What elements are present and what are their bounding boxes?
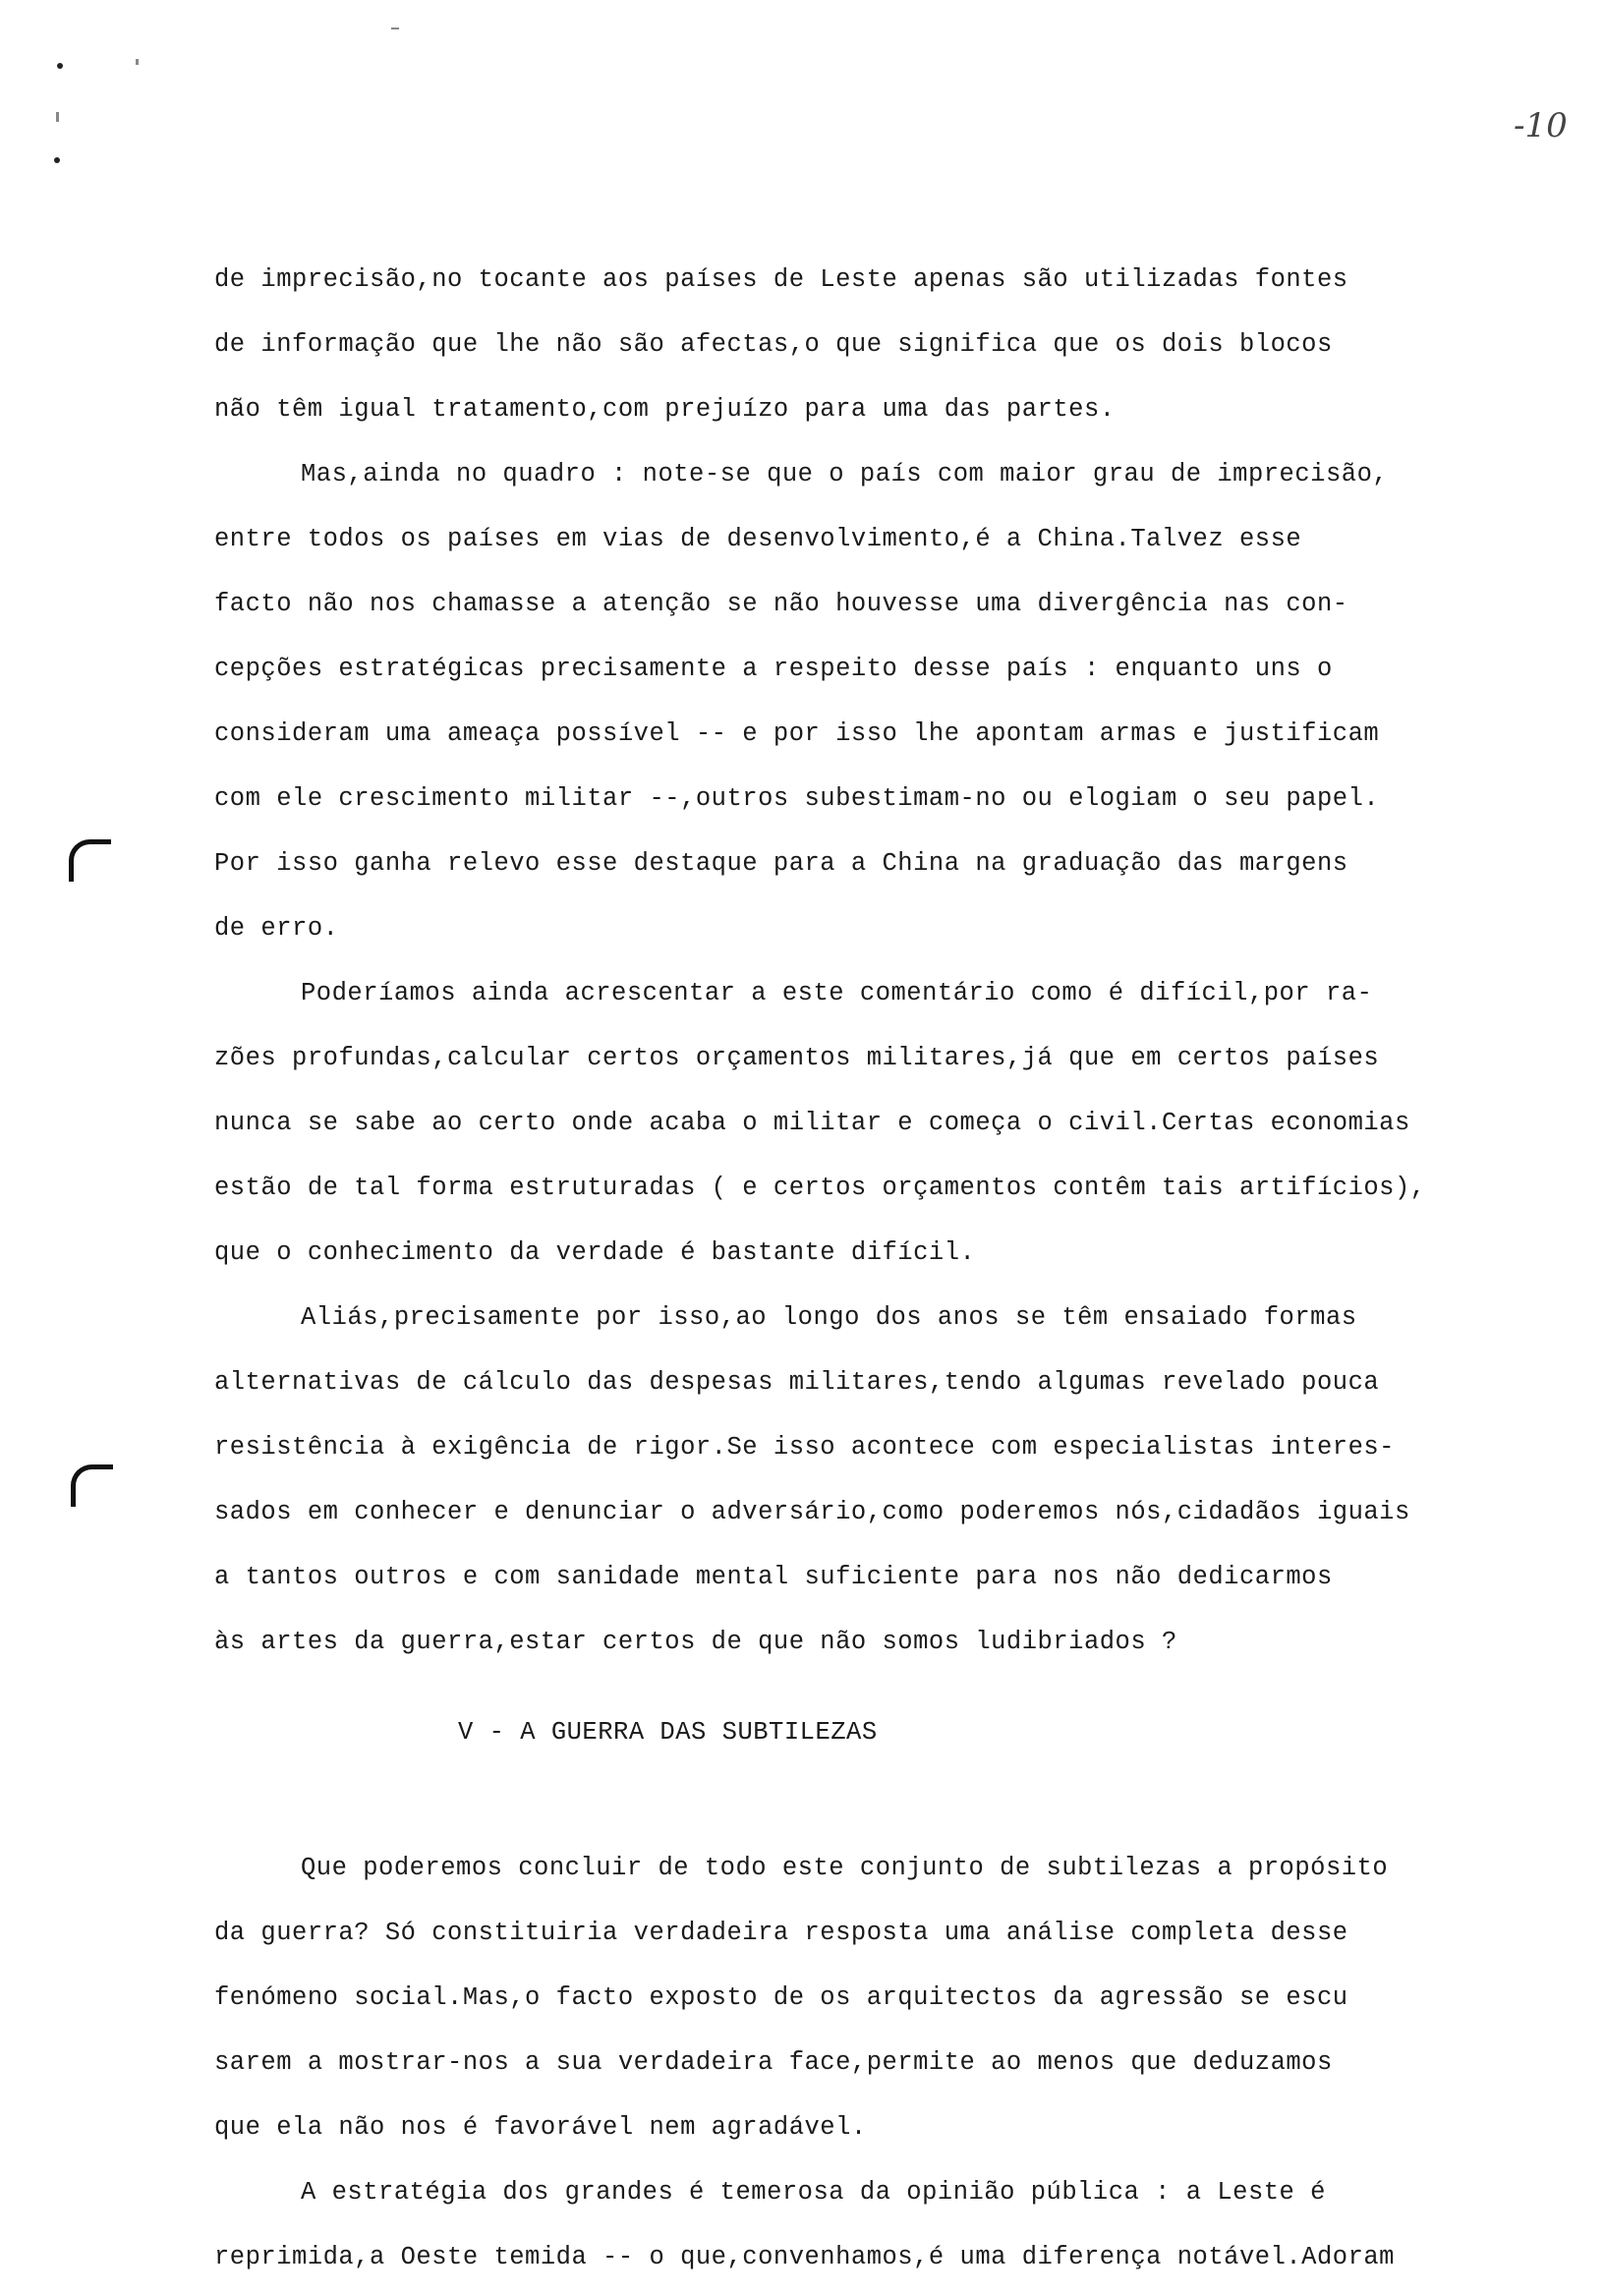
text-line: não têm igual tratamento,com prejuízo para uma das partes.: [214, 395, 1116, 424]
body-text-bottom: [214, 1836, 1590, 2290]
margin-tick: [391, 28, 399, 29]
text-line: Poderíamos ainda acrescentar a este comentário como é difícil,por ra-: [301, 979, 1373, 1007]
margin-tick: [136, 59, 139, 65]
margin-dot: [57, 63, 63, 69]
text-line: zões profundas,calcular certos orçamentos militares,já que em certos países: [214, 1044, 1380, 1072]
text-line: Mas,ainda no quadro : note-se que o país com maior grau de imprecisão,: [301, 460, 1389, 488]
text-line: fenómeno social.Mas,o facto exposto de os arquitectos da agressão se escu: [214, 1983, 1348, 2012]
text-line: facto não nos chamasse a atenção se não houvesse uma divergência nas con-: [214, 590, 1348, 618]
margin-tick: [56, 112, 59, 122]
text-line: sados em conhecer e denunciar o adversário,como poderemos nós,cidadãos iguais: [214, 1498, 1410, 1526]
text-line: Que poderemos concluir de todo este conjunto de subtilezas a propósito: [301, 1854, 1389, 1882]
text-line: sarem a mostrar-nos a sua verdadeira face,permite ao menos que deduzamos: [214, 2048, 1333, 2077]
margin-dot: [54, 157, 60, 163]
text-line: que o conhecimento da verdade é bastante difícil.: [214, 1238, 976, 1267]
text-line: A estratégia dos grandes é temerosa da opinião pública : a Leste é: [301, 2178, 1326, 2207]
text-line: Aliás,precisamente por isso,ao longo dos anos se têm ensaiado formas: [301, 1303, 1357, 1332]
text-line: que ela não nos é favorável nem agradável.: [214, 2113, 867, 2142]
text-line: cepções estratégicas precisamente a respeito desse país : enquanto uns o: [214, 655, 1333, 683]
text-line: alternativas de cálculo das despesas militares,tendo algumas revelado pouca: [214, 1368, 1380, 1397]
text-line: de informação que lhe não são afectas,o que significa que os dois blocos: [214, 330, 1333, 359]
punch-hole-arc-lower: [71, 1464, 113, 1507]
text-line: estão de tal forma estruturadas ( e certos orçamentos contêm tais artifícios),: [214, 1174, 1426, 1202]
text-line: Por isso ganha relevo esse destaque para a China na graduação das margens: [214, 849, 1348, 878]
text-line: às artes da guerra,estar certos de que não somos ludibriados ?: [214, 1628, 1177, 1656]
text-line: de erro.: [214, 914, 339, 943]
text-line: consideram uma ameaça possível -- e por isso lhe apontam armas e justificam: [214, 719, 1380, 748]
text-line: entre todos os países em vias de desenvolvimento,é a China.Talvez esse: [214, 525, 1302, 553]
text-line: com ele crescimento militar --,outros subestimam-no ou elogiam o seu papel.: [214, 784, 1380, 813]
text-line: a tantos outros e com sanidade mental suficiente para nos não dedicarmos: [214, 1563, 1333, 1591]
text-line: de imprecisão,no tocante aos países de Leste apenas são utilizadas fontes: [214, 265, 1348, 294]
punch-hole-arc-upper: [69, 839, 111, 882]
text-line: reprimida,a Oeste temida -- o que,convenhamos,é uma diferença notável.Adoram: [214, 2243, 1395, 2271]
body-text-top: [214, 248, 1590, 1675]
text-line: da guerra? Só constituiria verdadeira resposta uma análise completa desse: [214, 1919, 1348, 1947]
page-number: -10: [1514, 106, 1568, 145]
text-line: resistência à exigência de rigor.Se isso acontece com especialistas interes-: [214, 1433, 1395, 1462]
text-line: nunca se sabe ao certo onde acaba o militar e começa o civil.Certas economias: [214, 1109, 1410, 1137]
section-title: V - A GUERRA DAS SUBTILEZAS: [458, 1718, 878, 1747]
